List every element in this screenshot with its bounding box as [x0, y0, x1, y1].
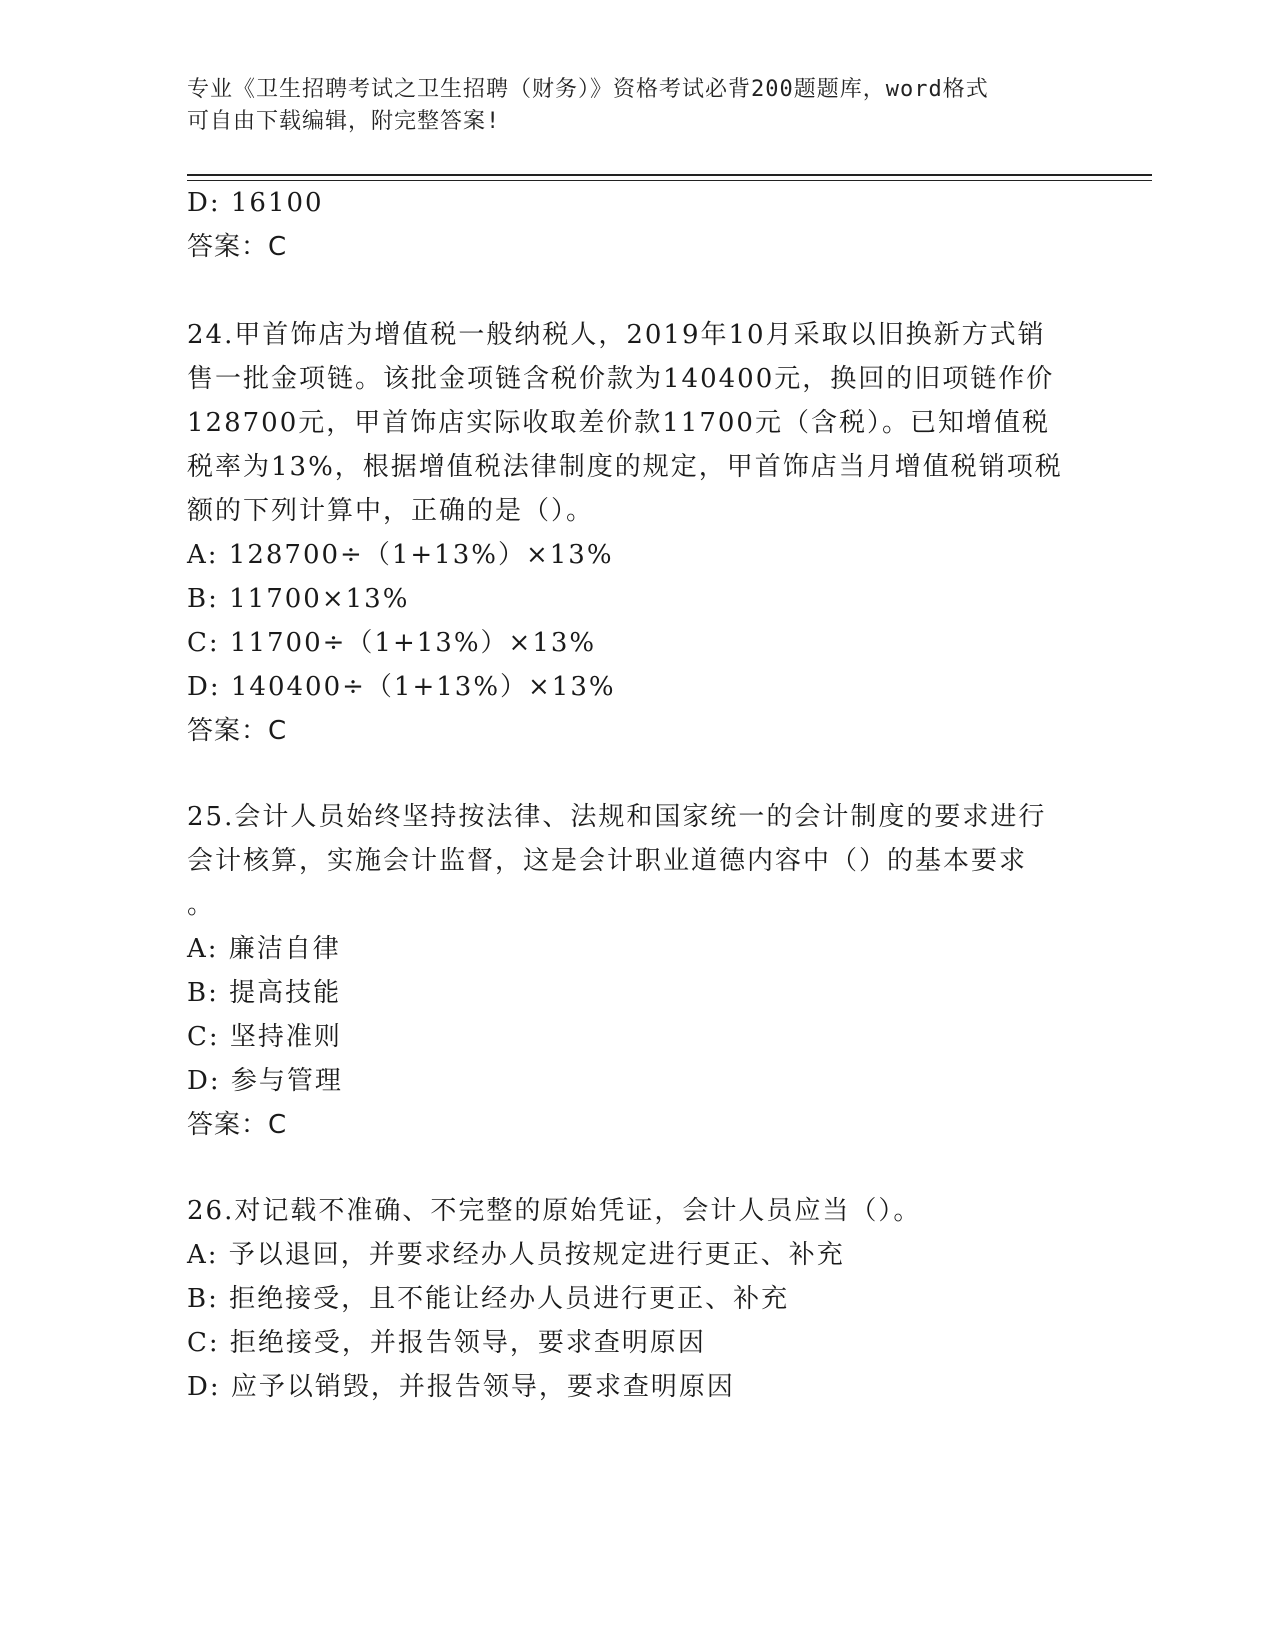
q24-option-d: D: 140400÷（1+13%）×13% [187, 672, 616, 702]
document-header [187, 74, 1087, 138]
q24-stem-line: 128700元，甲首饰店实际收取差价款11700元（含税）。已知增值税 [187, 408, 1050, 438]
q24-option-a: A: 128700÷（1+13%）×13% [187, 540, 614, 570]
q26-option-c: C: 拒绝接受，并报告领导，要求查明原因 [187, 1328, 706, 1358]
header-divider-thick [187, 174, 1152, 176]
q26-option-b: B: 拒绝接受，且不能让经办人员进行更正、补充 [187, 1284, 790, 1314]
q25-option-c: C: 坚持准则 [187, 1022, 342, 1052]
q24-stem-line: 售一批金项链。该批金项链含税价款为140400元，换回的旧项链作价 [187, 364, 1055, 394]
prev-answer: 答案：C [187, 232, 288, 262]
header-divider-thin [187, 180, 1152, 181]
q26-option-d: D: 应予以销毁，并报告领导，要求查明原因 [187, 1372, 735, 1402]
q26-stem-line: 26.对记载不准确、不完整的原始凭证，会计人员应当（）。 [187, 1196, 922, 1226]
q24-stem-line: 额的下列计算中，正确的是（）。 [187, 496, 595, 526]
q24-stem-line: 24.甲首饰店为增值税一般纳税人，2019年10月采取以旧换新方式销 [187, 320, 1046, 350]
q25-option-d: D: 参与管理 [187, 1066, 343, 1096]
q24-stem-line: 税率为13%，根据增值税法律制度的规定，甲首饰店当月增值税销项税 [187, 452, 1063, 482]
q26-option-a: A: 予以退回，并要求经办人员按规定进行更正、补充 [187, 1240, 845, 1270]
q25-stem-line: 。 [187, 890, 216, 920]
q24-option-c: C: 11700÷（1+13%）×13% [187, 628, 597, 658]
q25-option-b: B: 提高技能 [187, 978, 342, 1008]
q25-stem-line: 25.会计人员始终坚持按法律、法规和国家统一的会计制度的要求进行 [187, 802, 1047, 832]
prev-option-d: D: 16100 [187, 188, 324, 218]
q25-option-a: A: 廉洁自律 [187, 934, 341, 964]
q25-answer: 答案：C [187, 1110, 288, 1140]
q24-answer: 答案：C [187, 716, 288, 746]
q24-option-b: B: 11700×13% [187, 584, 410, 614]
header-line-2: 可自由下载编辑，附完整答案! [187, 109, 501, 134]
header-line-1: 专业《卫生招聘考试之卫生招聘（财务）》资格考试必背200题题库，word格式 [187, 77, 989, 102]
q25-stem-line: 会计核算，实施会计监督，这是会计职业道德内容中（）的基本要求 [187, 846, 1028, 876]
